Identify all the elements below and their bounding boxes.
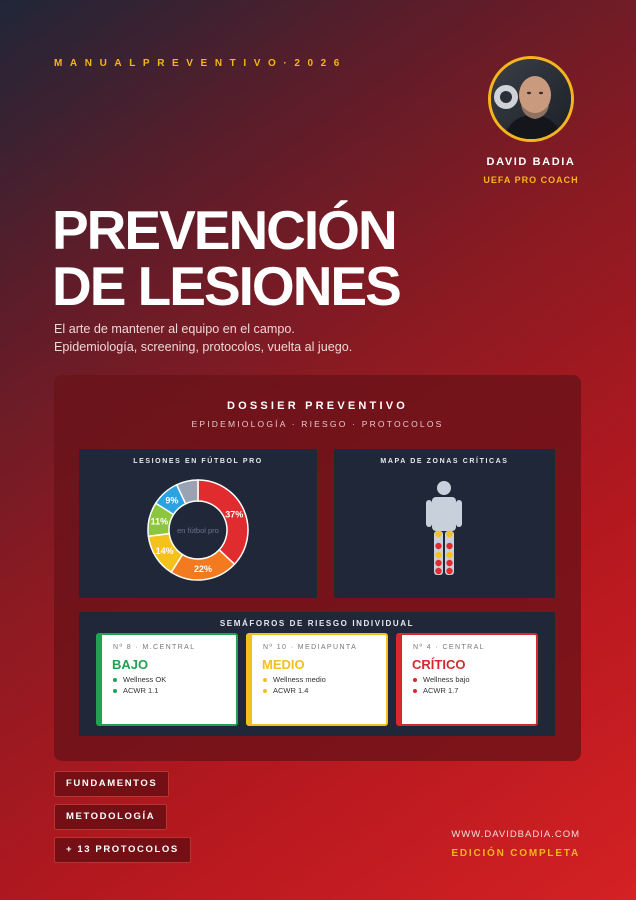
author-avatar [488, 56, 574, 142]
dossier-box [54, 375, 581, 761]
risk-level: MEDIO [262, 657, 305, 672]
bullet-icon [113, 678, 117, 682]
edition-label: EDICIÓN COMPLETA [451, 848, 580, 859]
author-photo [491, 59, 571, 139]
risk-level: BAJO [112, 657, 149, 672]
donut-label-1: 22% [193, 564, 212, 575]
kicker: MANUALPREVENTIVO·2026 [54, 58, 347, 69]
bullet-icon [413, 689, 417, 693]
card-item: ACWR 1.1 [113, 686, 158, 695]
risk-traffic-lights-panel [79, 612, 555, 736]
semaforos-title: SEMÁFOROS DE RIESGO INDIVIDUAL [219, 619, 415, 628]
website-link[interactable]: WWW.DAVIDBADIA.COM [451, 829, 580, 840]
author-role: UEFA PRO COACH [483, 175, 579, 185]
risk-level: CRÍTICO [412, 657, 466, 672]
risk-card-medium [246, 633, 388, 726]
card-item: Wellness OK [113, 675, 166, 684]
bullet-icon [263, 689, 267, 693]
card-item: ACWR 1.4 [263, 686, 308, 695]
body-map-title: MAPA DE ZONAS CRÍTICAS [380, 458, 509, 465]
risk-card-critical [396, 633, 538, 726]
donut-center-label: en fútbol pro [177, 526, 219, 535]
dossier-subtitle: EPIDEMIOLOGÍA · RIESGO · PROTOCOLOS [191, 419, 444, 429]
bullet-icon [113, 689, 117, 693]
body-map-panel [334, 449, 555, 598]
card-item: Wellness medio [263, 675, 326, 684]
player-tag: Nº 10 · MEDIAPUNTA [263, 644, 358, 651]
chip-fundamentos[interactable]: FUNDAMENTOS [54, 771, 169, 797]
author-name: DAVID BADIA [486, 156, 576, 168]
chart-title: LESIONES EN FÚTBOL PRO [133, 458, 263, 465]
risk-card-low [96, 633, 238, 726]
player-tag: Nº 4 · CENTRAL [413, 644, 485, 651]
card-item: ACWR 1.7 [413, 686, 458, 695]
card-item: Wellness bajo [413, 675, 470, 684]
bullet-icon [263, 678, 267, 682]
donut-label-4: 9% [165, 495, 179, 506]
subtitle-line-2: Epidemiología, screening, protocolos, vuelta al juego. [54, 340, 353, 354]
injury-chart-panel [79, 449, 317, 598]
dossier-title: DOSSIER PREVENTIVO [226, 400, 409, 412]
donut-slice-0 [198, 480, 248, 564]
subtitle-line-1: El arte de mantener al equipo en el campo. [54, 322, 295, 336]
donut-label-3: 11% [150, 516, 169, 527]
chip-protocolos[interactable]: + 13 PROTOCOLOS [54, 837, 191, 863]
donut-label-0: 37% [225, 509, 244, 520]
chip-metodologia[interactable]: METODOLOGÍA [54, 804, 167, 830]
donut-label-2: 14% [155, 546, 174, 557]
subtitle [54, 320, 352, 356]
player-tag: Nº 8 · M.CENTRAL [113, 644, 196, 651]
title-line-2: DE LESIONES [52, 255, 400, 317]
donut-chart [79, 449, 317, 598]
body-silhouette-icon [334, 449, 555, 598]
page-title [52, 199, 400, 317]
bullet-icon [413, 678, 417, 682]
title-line-1: PREVENCIÓN [52, 199, 396, 261]
